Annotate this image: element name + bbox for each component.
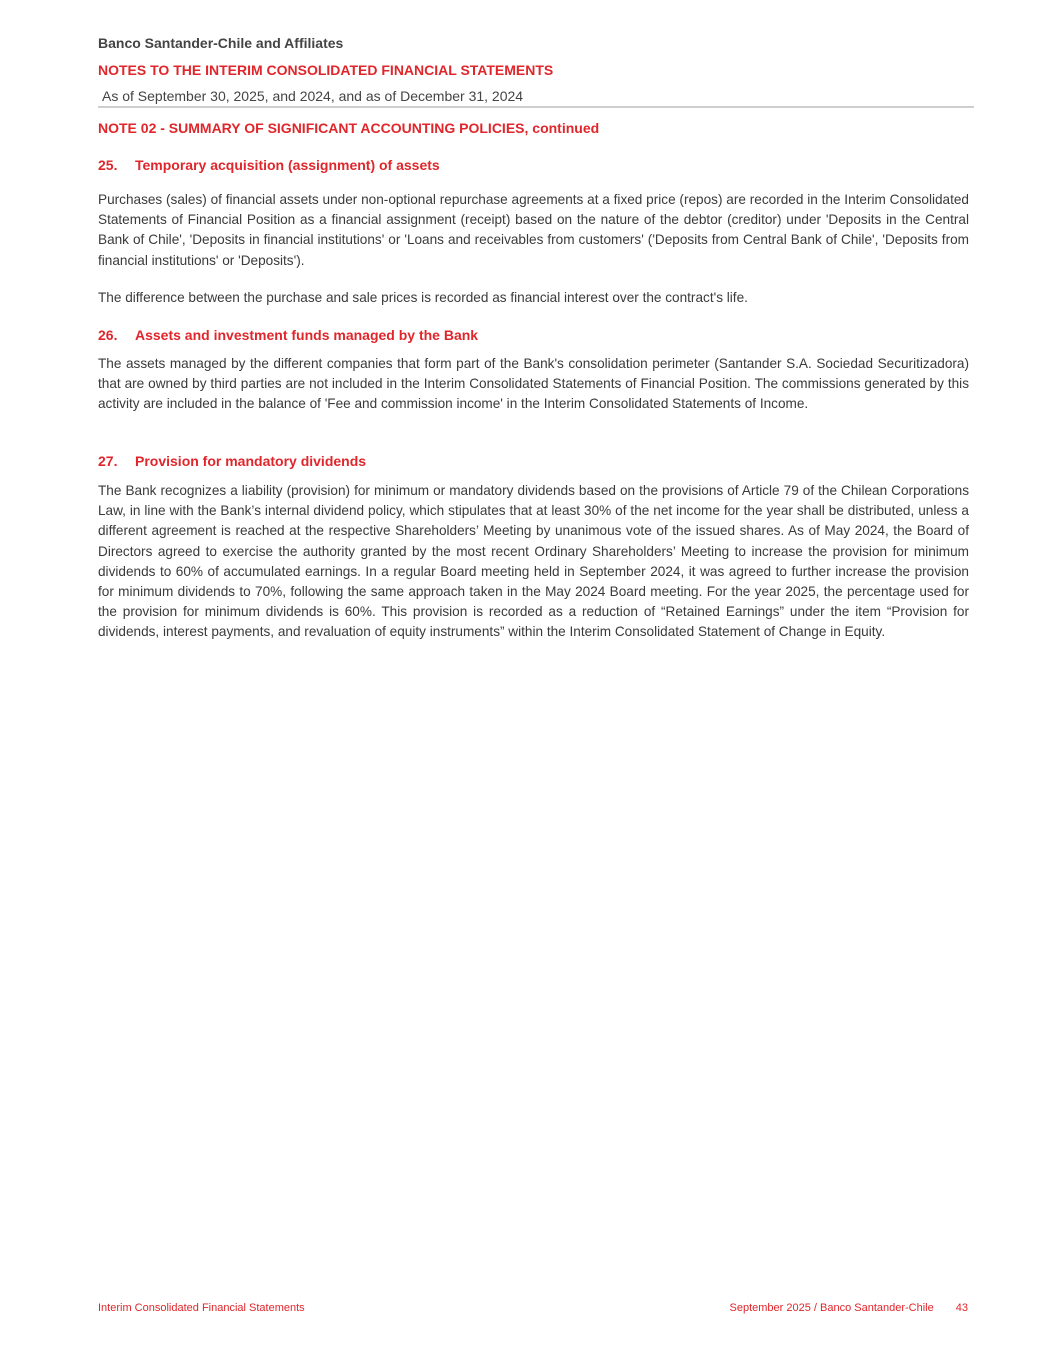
section-heading-25	[98, 157, 440, 173]
section-25-paragraph-2: The difference between the purchase and sale prices is recorded as financial interest over the contract's life.	[98, 290, 748, 305]
footer-right	[730, 1302, 969, 1314]
section-heading-26	[98, 327, 478, 343]
footer-document-name: Interim Consolidated Financial Statements	[98, 1302, 305, 1314]
notes-title: NOTES TO THE INTERIM CONSOLIDATED FINANCIAL STATEMENTS	[98, 62, 554, 78]
section-heading-27	[98, 453, 366, 469]
section-26-paragraph-1: The assets managed by the different companies that form part of the Bank's consolidation perimeter (Santander S.A. Sociedad Securitizadora) that are owned by third parties are not included in the Interim Consolidated Statements of Financial Position. The commissions generated by this activity are included in the balance of 'Fee and commission income' in the Interim Consolidated Statements of Income.	[98, 356, 969, 412]
section-title: Assets and investment funds managed by the Bank	[135, 327, 479, 343]
section-number: 27.	[98, 453, 118, 469]
reporting-period: As of September 30, 2025, and 2024, and as of December 31, 2024	[102, 88, 524, 104]
company-name: Banco Santander-Chile and Affiliates	[98, 35, 344, 51]
section-number: 26.	[98, 327, 118, 343]
section-25-paragraph-1: Purchases (sales) of financial assets under non-optional repurchase agreements at a fixed price (repos) are recorded in the Interim Consolidated Statements of Financial Position as a financial assignment (receipt) based on the nature of the debtor (creditor) under 'Deposits in the Central Bank of Chile', 'Deposits in financial institutions' or 'Loans and receivables from customers' ('Deposits from Central Bank of Chile', 'Deposits from financial institutions' or 'Deposits').	[98, 192, 969, 268]
footer-period: September 2025 / Banco Santander-Chile	[729, 1302, 934, 1314]
section-title: Temporary acquisition (assignment) of assets	[135, 157, 440, 173]
page-number: 43	[955, 1302, 968, 1314]
note-title: NOTE 02 - SUMMARY OF SIGNIFICANT ACCOUNTING POLICIES, continued	[98, 120, 600, 136]
section-title: Provision for mandatory dividends	[135, 453, 367, 469]
section-27-paragraph-1: The Bank recognizes a liability (provision) for minimum or mandatory dividends based on the provisions of Article 79 of the Chilean Corporations Law, in line with the Bank’s internal dividend policy, which stipulates that at least 30% of the net income for the year shall be distributed, unless a different agreement is reached at the respective Shareholders’ Meeting by unanimous vote of the issued shares. As of May 2024, the Board of Directors agreed to exercise the authority granted by the most recent Ordinary Shareholders’ Meeting to increase the provision for minimum dividends to 60% of accumulated earnings. In a regular Board meeting held in September 2024, it was agreed to further increase the provision for minimum dividends to 70%, following the same approach taken in the May 2024 Board meeting. For the year 2025, the percentage used for the provision for minimum dividends is 60%. This provision is recorded as a reduction of “Retained Earnings” under the item “Provision for dividends, interest payments, and revaluation of equity instruments” within the Interim Consolidated Statement of Change in Equity.	[98, 483, 969, 640]
header-divider	[98, 106, 974, 108]
section-number: 25.	[98, 157, 118, 173]
